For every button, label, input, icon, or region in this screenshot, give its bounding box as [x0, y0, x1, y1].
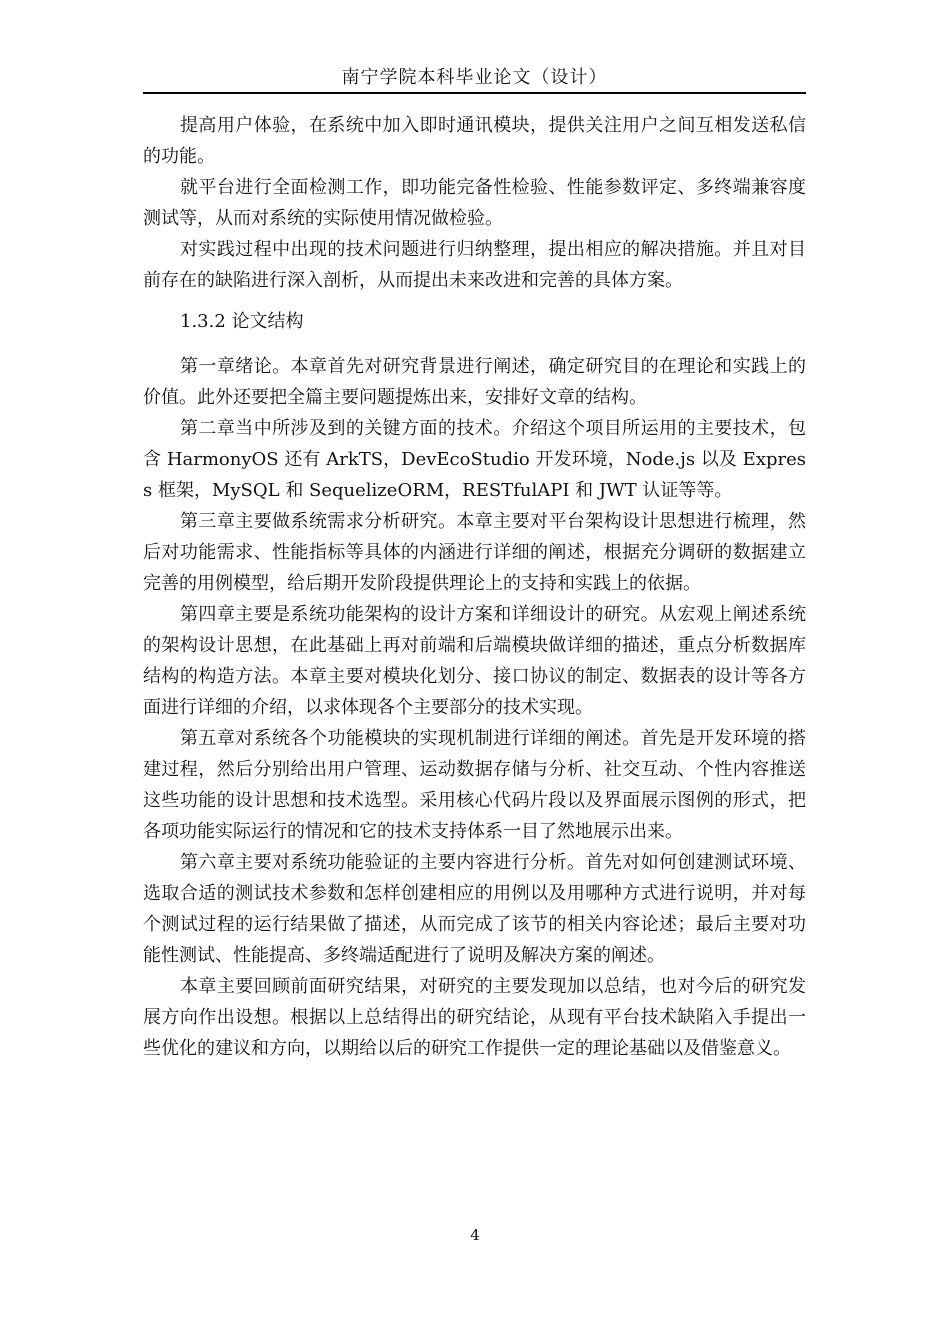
section-heading-thesis-structure: 1.3.2 论文结构	[180, 311, 304, 332]
paragraph-platform-testing: 就平台进行全面检测工作，即功能完备性检验、性能参数评定、多终端兼容度测试等，从而对系统的实际使用情况做检验。	[143, 177, 806, 229]
paragraph-chapter-4: 第四章主要是系统功能架构的设计方案和详细设计的研究。从宏观上阐述系统的架构设计思想，在此基础上再对前端和后端模块做详细的描述，重点分析数据库结构的构造方法。本章主要对模块化划分、接口协议的制定、数据表的设计等各方面进行详细的介绍，以求体现各个主要部分的技术实现。	[143, 604, 806, 718]
paragraph-chapter-5: 第五章对系统各个功能模块的实现机制进行详细的阐述。首先是开发环境的搭建过程，然后分别给出用户管理、运动数据存储与分析、社交互动、个性内容推送这些功能的设计思想和技术选型。采用核心代码片段以及界面展示图例的形式，把各项功能实际运行的情况和它的技术支持体系一目了然地展示出来。	[143, 728, 806, 842]
paragraph-chapter-2: 第二章当中所涉及到的关键方面的技术。介绍这个项目所运用的主要技术，包含 HarmonyOS 还有 ArkTS，DevEcoStudio 开发环境，Node.js 以及 Express 框架，MySQL 和 SequelizeORM，RESTfulAPI 和 JWT 认证等等。	[143, 418, 806, 501]
paragraph-chapter-3: 第三章主要做系统需求分析研究。本章主要对平台架构设计思想进行梳理，然后对功能需求、性能指标等具体的内涵进行详细的阐述，根据充分调研的数据建立完善的用例模型，给后期开发阶段提供理论上的支持和实践上的依据。	[143, 511, 806, 594]
paragraph-instant-messaging: 提高用户体验，在系统中加入即时通讯模块，提供关注用户之间互相发送私信的功能。	[143, 115, 806, 167]
paragraph-chapter-6: 第六章主要对系统功能验证的主要内容进行分析。首先对如何创建测试环境、选取合适的测试技术参数和怎样创建相应的用例以及用哪种方式进行说明，并对每个测试过程的运行结果做了描述，从而完成了该节的相关内容论述；最后主要对功能性测试、性能提高、多终端适配进行了说明及解决方案的阐述。	[143, 852, 806, 966]
header-divider	[143, 92, 806, 94]
paragraph-problem-summary: 对实践过程中出现的技术问题进行归纳整理，提出相应的解决措施。并且对目前存在的缺陷进行深入剖析，从而提出未来改进和完善的具体方案。	[143, 239, 806, 291]
body-content	[143, 110, 806, 1064]
page-header-title: 南宁学院本科毕业论文（设计）	[341, 67, 608, 88]
page-number: 4	[470, 1226, 480, 1244]
paragraph-chapter-7: 本章主要回顾前面研究结果，对研究的主要发现加以总结，也对今后的研究发展方向作出设想。根据以上总结得出的研究结论，从现有平台技术缺陷入手提出一些优化的建议和方向，以期给以后的研究工作提供一定的理论基础以及借鉴意义。	[143, 976, 806, 1059]
paragraph-chapter-1: 第一章绪论。本章首先对研究背景进行阐述，确定研究目的在理论和实践上的价值。此外还要把全篇主要问题提炼出来，安排好文章的结构。	[143, 356, 806, 408]
